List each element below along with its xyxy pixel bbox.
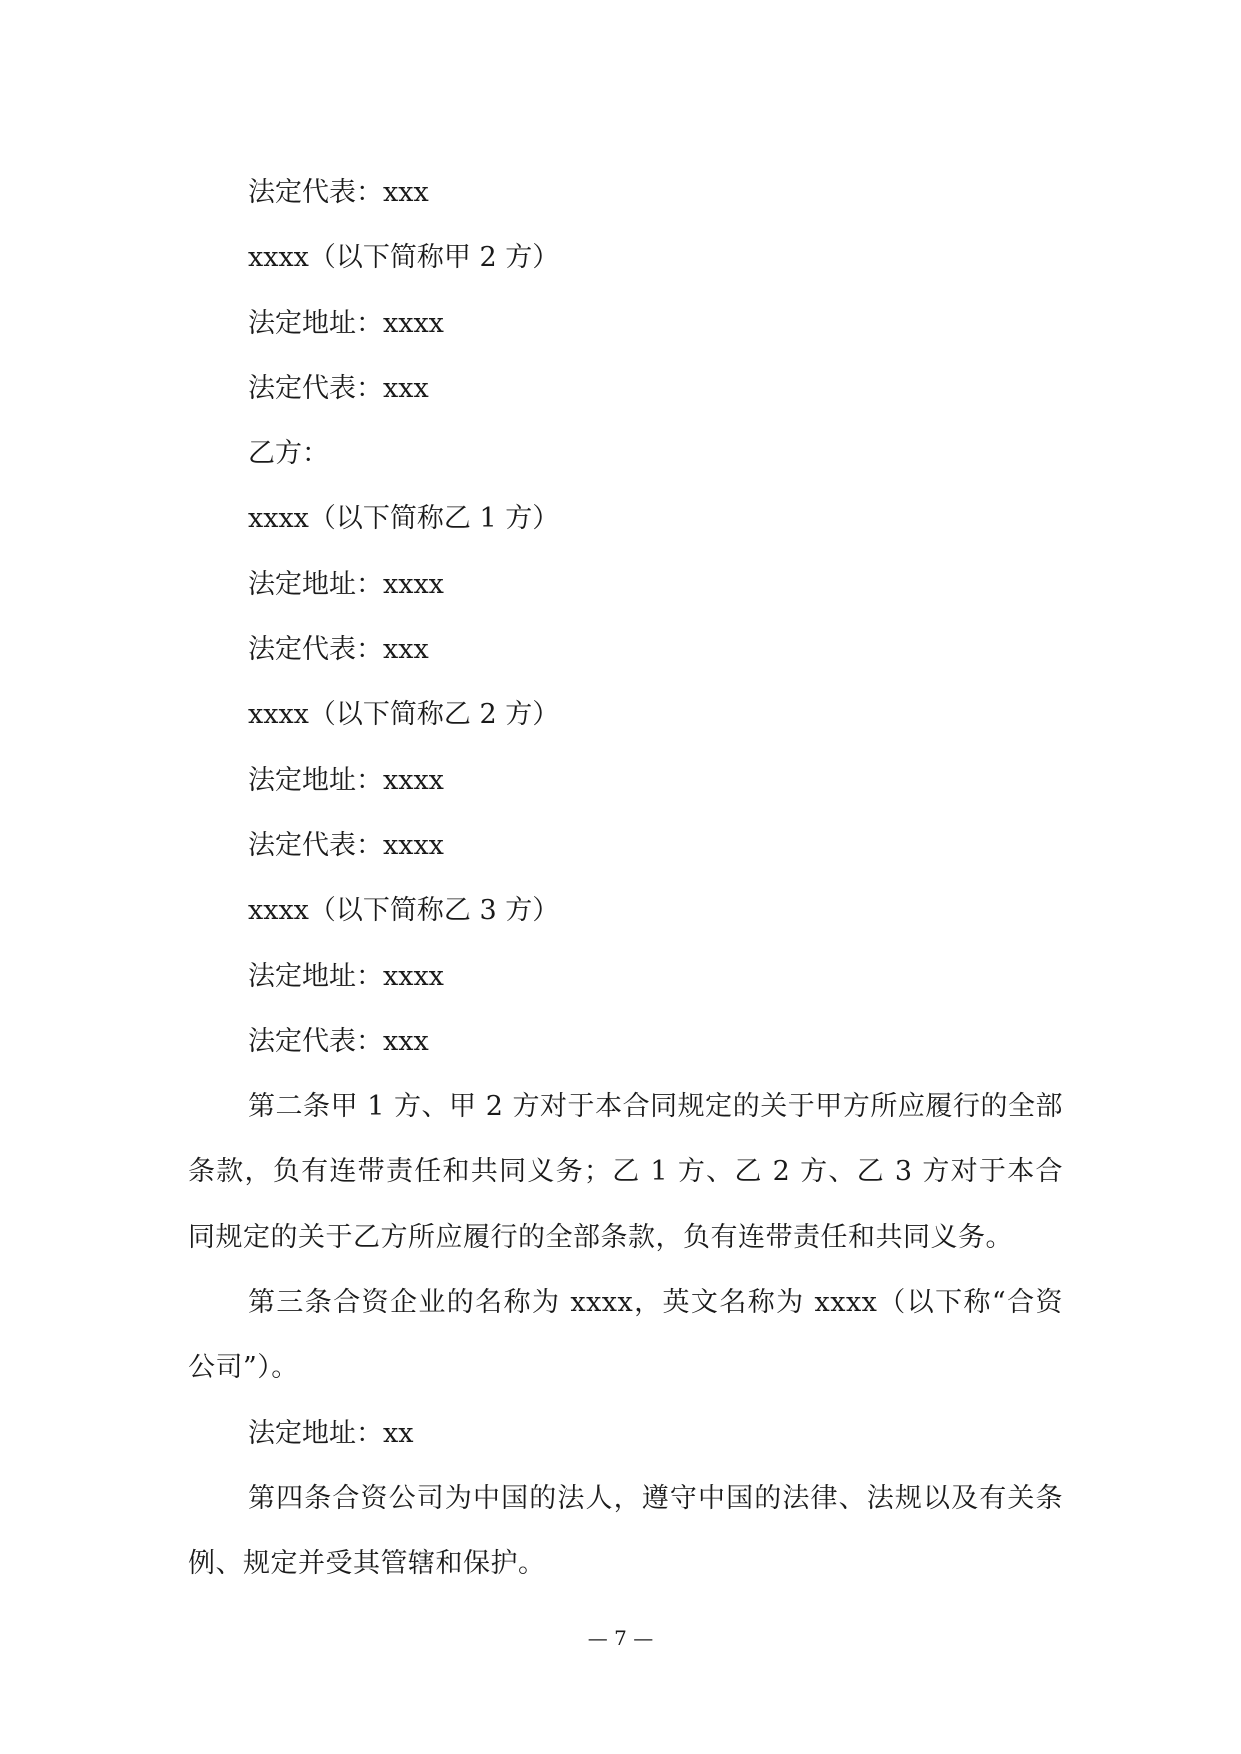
article-2-paragraph: 第二条甲 1 方、甲 2 方对于本合同规定的关于甲方所应履行的全部条款，负有连带责任和共同义务；乙 1 方、乙 2 方、乙 3 方对于本合同规定的关于乙方所应履行的全部条款，负有连带责任和共同义务。 bbox=[188, 1091, 1063, 1253]
party-a2-name-line: xxxx（以下简称甲 2 方） bbox=[248, 242, 560, 274]
legal-rep-line: 法定代表：xxx bbox=[248, 634, 429, 666]
party-b1-name-line: xxxx（以下简称乙 1 方） bbox=[248, 503, 560, 535]
legal-rep-line: 法定代表：xxxx bbox=[248, 829, 444, 861]
legal-rep-line: 法定代表：xxx bbox=[248, 177, 429, 208]
legal-address-line: 法定地址：xxxx bbox=[248, 960, 444, 992]
legal-rep-line: 法定代表：xxx bbox=[248, 1025, 429, 1057]
article-3-paragraph: 第三条合资企业的名称为 xxxx，英文名称为 xxxx（以下称“合资公司”）。 bbox=[188, 1287, 1063, 1384]
article-4-paragraph: 第四条合资公司为中国的法人，遵守中国的法律、法规以及有关条例、规定并受其管辖和保护。 bbox=[188, 1482, 1063, 1580]
legal-address-line: 法定地址：xxxx bbox=[248, 568, 444, 600]
legal-rep-line: 法定代表：xxx bbox=[248, 372, 429, 404]
document-body bbox=[188, 160, 1063, 1597]
legal-address-line: 法定地址：xxxx bbox=[248, 307, 444, 339]
legal-address-line: 法定地址：xxxx bbox=[248, 764, 444, 796]
legal-address-line: 法定地址：xx bbox=[248, 1417, 414, 1449]
party-b3-name-line: xxxx（以下简称乙 3 方） bbox=[248, 895, 560, 927]
party-b2-name-line: xxxx（以下简称乙 2 方） bbox=[248, 699, 560, 731]
party-b-heading: 乙方： bbox=[248, 438, 329, 470]
page-number: — 7 — bbox=[587, 1626, 654, 1650]
